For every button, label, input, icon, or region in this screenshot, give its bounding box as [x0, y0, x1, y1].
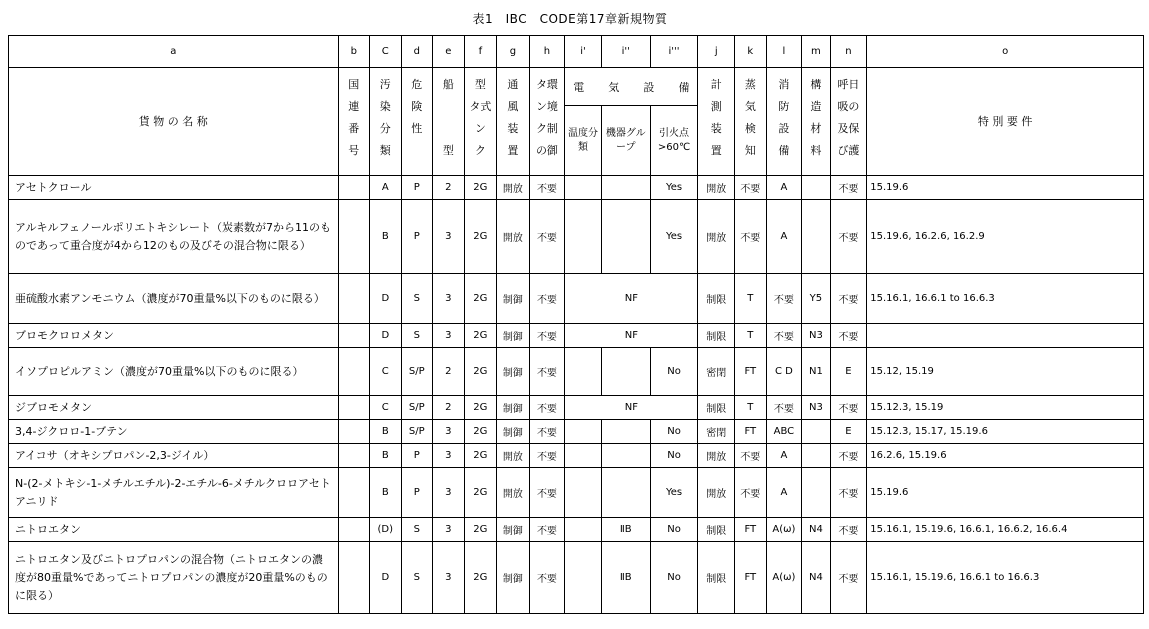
- cell-g: 開放: [497, 200, 530, 274]
- cell-b: [338, 444, 370, 468]
- cell-f: 2G: [464, 396, 497, 420]
- cell-temperature-class: [565, 518, 602, 542]
- col-letter: C: [370, 36, 402, 68]
- cell-n: 不要: [830, 444, 867, 468]
- special-requirements-cell: 16.2.6, 15.19.6: [867, 444, 1144, 468]
- cell-k: FT: [735, 542, 767, 614]
- cell-l: A(ω): [766, 518, 802, 542]
- cell-m: N3: [802, 324, 830, 348]
- cell-c: B: [370, 444, 402, 468]
- cell-f: 2G: [464, 420, 497, 444]
- cell-e: 2: [433, 176, 465, 200]
- cell-n: 不要: [830, 176, 867, 200]
- cell-h: 不要: [529, 348, 565, 396]
- header-tank-environment: タ環 ン境 ク制 の御: [529, 68, 565, 176]
- col-letter: e: [433, 36, 465, 68]
- cell-c: A: [370, 176, 402, 200]
- col-letter: i'': [601, 36, 650, 68]
- cell-b: [338, 274, 370, 324]
- cell-e: 2: [433, 348, 465, 396]
- cell-j: 制限: [698, 274, 735, 324]
- cell-j: 制限: [698, 518, 735, 542]
- cell-apparatus-group: [601, 468, 650, 518]
- cell-c: B: [370, 420, 402, 444]
- special-requirements-cell: 15.16.1, 15.19.6, 16.6.1 to 16.6.3: [867, 542, 1144, 614]
- cell-n: 不要: [830, 518, 867, 542]
- col-letter: b: [338, 36, 370, 68]
- cell-g: 制御: [497, 348, 530, 396]
- col-letter: l: [766, 36, 802, 68]
- cell-e: 3: [433, 324, 465, 348]
- header-temperature-class: 温度分類: [565, 106, 602, 176]
- table-row: [9, 420, 1144, 444]
- cell-apparatus-group: [601, 444, 650, 468]
- cell-n: E: [830, 348, 867, 396]
- cargo-name-cell: ニトロエタン: [9, 518, 339, 542]
- cell-k: T: [735, 324, 767, 348]
- col-letter: g: [497, 36, 530, 68]
- cell-f: 2G: [464, 542, 497, 614]
- header-fire-protection: 消 防 設 備: [766, 68, 802, 176]
- cell-k: FT: [735, 518, 767, 542]
- cell-temperature-class: [565, 444, 602, 468]
- col-letter: h: [529, 36, 565, 68]
- col-letter: j: [698, 36, 735, 68]
- cell-flashpoint: Yes: [650, 176, 698, 200]
- header-row-1: [9, 68, 1144, 106]
- cell-n: E: [830, 420, 867, 444]
- cargo-name-cell: 3,4-ジクロロ-1-ブテン: [9, 420, 339, 444]
- cell-apparatus-group: [601, 176, 650, 200]
- cell-m: [802, 444, 830, 468]
- column-letter-row: [9, 36, 1144, 68]
- cell-l: 不要: [766, 324, 802, 348]
- header-pollution-category: 汚 染 分 類: [370, 68, 402, 176]
- table-row: [9, 348, 1144, 396]
- header-materials: 構 造 材 料: [802, 68, 830, 176]
- cell-apparatus-group: ⅡB: [601, 542, 650, 614]
- cell-h: 不要: [529, 200, 565, 274]
- col-letter: i': [565, 36, 602, 68]
- cell-e: 3: [433, 468, 465, 518]
- header-hazards: 危 険 性: [401, 68, 433, 176]
- col-letter: k: [735, 36, 767, 68]
- cell-b: [338, 420, 370, 444]
- cell-j: 密閉: [698, 348, 735, 396]
- col-letter: d: [401, 36, 433, 68]
- cell-electrical-merged: NF: [565, 396, 698, 420]
- table-row: [9, 176, 1144, 200]
- header-ship-type: 船 型: [433, 68, 465, 176]
- special-requirements-cell: 15.19.6: [867, 176, 1144, 200]
- cell-n: 不要: [830, 274, 867, 324]
- cell-d: P: [401, 176, 433, 200]
- cell-k: 不要: [735, 176, 767, 200]
- cell-temperature-class: [565, 420, 602, 444]
- table-title: 表1 IBC CODE第17章新規物質: [472, 12, 668, 26]
- cell-j: 開放: [698, 200, 735, 274]
- cell-f: 2G: [464, 324, 497, 348]
- cell-n: 不要: [830, 542, 867, 614]
- col-letter: o: [867, 36, 1144, 68]
- cell-e: 3: [433, 420, 465, 444]
- cell-b: [338, 200, 370, 274]
- cell-b: [338, 176, 370, 200]
- cell-apparatus-group: [601, 348, 650, 396]
- cell-e: 3: [433, 542, 465, 614]
- cell-f: 2G: [464, 176, 497, 200]
- cell-h: 不要: [529, 468, 565, 518]
- cargo-name-cell: イソプロピルアミン（濃度が70重量%以下のものに限る）: [9, 348, 339, 396]
- special-requirements-cell: 15.12.3, 15.17, 15.19.6: [867, 420, 1144, 444]
- cell-d: S: [401, 324, 433, 348]
- cell-l: A: [766, 176, 802, 200]
- cell-l: 不要: [766, 274, 802, 324]
- cell-c: (D): [370, 518, 402, 542]
- cell-c: D: [370, 324, 402, 348]
- cell-m: [802, 468, 830, 518]
- cell-c: C: [370, 348, 402, 396]
- special-requirements-cell: 15.12, 15.19: [867, 348, 1144, 396]
- cell-g: 開放: [497, 468, 530, 518]
- cell-m: [802, 420, 830, 444]
- cargo-name-cell: ブロモクロロメタン: [9, 324, 339, 348]
- table-row: [9, 396, 1144, 420]
- cell-flashpoint: No: [650, 542, 698, 614]
- cell-g: 制御: [497, 396, 530, 420]
- ibc-code-table: [8, 35, 1144, 614]
- cell-j: 制限: [698, 396, 735, 420]
- cell-f: 2G: [464, 274, 497, 324]
- cell-m: N4: [802, 542, 830, 614]
- cell-h: 不要: [529, 396, 565, 420]
- cell-d: S: [401, 542, 433, 614]
- cell-l: 不要: [766, 396, 802, 420]
- cell-electrical-merged: NF: [565, 274, 698, 324]
- cell-j: 制限: [698, 542, 735, 614]
- cargo-name-cell: アルキルフェノールポリエトキシレート（炭素数が7から11のものであって重合度が4から12のもの及びその混合物に限る）: [9, 200, 339, 274]
- special-requirements-cell: 15.19.6: [867, 468, 1144, 518]
- cell-e: 3: [433, 444, 465, 468]
- header-special-requirements: 特 別 要 件: [867, 68, 1144, 176]
- table-row: [9, 518, 1144, 542]
- header-apparatus-group: 機器グループ: [601, 106, 650, 176]
- header-tank-type: 型 タ式 ン ク: [464, 68, 497, 176]
- cell-l: ABC: [766, 420, 802, 444]
- col-letter: a: [9, 36, 339, 68]
- cell-j: 開放: [698, 176, 735, 200]
- cell-apparatus-group: ⅡB: [601, 518, 650, 542]
- cell-temperature-class: [565, 468, 602, 518]
- cell-flashpoint: No: [650, 518, 698, 542]
- cell-g: 開放: [497, 444, 530, 468]
- cell-k: T: [735, 274, 767, 324]
- cell-j: 開放: [698, 468, 735, 518]
- cell-b: [338, 518, 370, 542]
- cell-j: 開放: [698, 444, 735, 468]
- cell-h: 不要: [529, 274, 565, 324]
- cell-l: C D: [766, 348, 802, 396]
- cell-b: [338, 396, 370, 420]
- cell-d: S: [401, 274, 433, 324]
- cell-temperature-class: [565, 348, 602, 396]
- cell-c: D: [370, 274, 402, 324]
- col-letter: f: [464, 36, 497, 68]
- header-flashpoint: 引火点>60℃: [650, 106, 698, 176]
- header-tank-vents: 通 風 装 置: [497, 68, 530, 176]
- cell-g: 制御: [497, 274, 530, 324]
- cell-flashpoint: Yes: [650, 468, 698, 518]
- cell-temperature-class: [565, 176, 602, 200]
- table-row: [9, 324, 1144, 348]
- cell-apparatus-group: [601, 200, 650, 274]
- cell-k: FT: [735, 420, 767, 444]
- cell-d: S/P: [401, 420, 433, 444]
- cargo-name-cell: ジブロモメタン: [9, 396, 339, 420]
- cell-g: 制御: [497, 324, 530, 348]
- cell-b: [338, 324, 370, 348]
- cell-l: A: [766, 200, 802, 274]
- cell-m: N3: [802, 396, 830, 420]
- cargo-name-cell: N-(2-メトキシ-1-メチルエチル)-2-エチル-6-メチルクロロアセトアニリド: [9, 468, 339, 518]
- cell-g: 開放: [497, 176, 530, 200]
- cell-d: S/P: [401, 396, 433, 420]
- cell-n: 不要: [830, 396, 867, 420]
- cell-d: S: [401, 518, 433, 542]
- cell-m: N4: [802, 518, 830, 542]
- cell-m: [802, 176, 830, 200]
- cell-m: N1: [802, 348, 830, 396]
- cell-e: 2: [433, 396, 465, 420]
- cell-b: [338, 348, 370, 396]
- cell-c: B: [370, 468, 402, 518]
- special-requirements-cell: 15.16.1, 16.6.1 to 16.6.3: [867, 274, 1144, 324]
- cell-h: 不要: [529, 176, 565, 200]
- cell-l: A(ω): [766, 542, 802, 614]
- cell-flashpoint: No: [650, 348, 698, 396]
- special-requirements-cell: 15.12.3, 15.19: [867, 396, 1144, 420]
- table-row: [9, 444, 1144, 468]
- cell-temperature-class: [565, 542, 602, 614]
- cell-d: P: [401, 444, 433, 468]
- special-requirements-cell: 15.16.1, 15.19.6, 16.6.1, 16.6.2, 16.6.4: [867, 518, 1144, 542]
- cell-c: D: [370, 542, 402, 614]
- cell-b: [338, 468, 370, 518]
- cell-g: 制御: [497, 542, 530, 614]
- cell-f: 2G: [464, 518, 497, 542]
- cell-h: 不要: [529, 518, 565, 542]
- cell-e: 3: [433, 518, 465, 542]
- header-cargo-name: 貨 物 の 名 称: [9, 68, 339, 176]
- cell-b: [338, 542, 370, 614]
- cell-m: Y5: [802, 274, 830, 324]
- cell-g: 制御: [497, 518, 530, 542]
- cell-k: 不要: [735, 468, 767, 518]
- cell-d: P: [401, 200, 433, 274]
- cell-electrical-merged: NF: [565, 324, 698, 348]
- cell-n: 不要: [830, 468, 867, 518]
- cargo-name-cell: 亜硫酸水素アンモニウム（濃度が70重量%以下のものに限る）: [9, 274, 339, 324]
- header-gauging: 計 測 装 置: [698, 68, 735, 176]
- cell-apparatus-group: [601, 420, 650, 444]
- table-row: [9, 542, 1144, 614]
- header-un-number: 国 連 番 号: [338, 68, 370, 176]
- cell-l: A: [766, 444, 802, 468]
- cell-k: 不要: [735, 200, 767, 274]
- cell-n: 不要: [830, 200, 867, 274]
- cell-temperature-class: [565, 200, 602, 274]
- col-letter: m: [802, 36, 830, 68]
- cell-f: 2G: [464, 348, 497, 396]
- cell-h: 不要: [529, 420, 565, 444]
- cell-e: 3: [433, 274, 465, 324]
- cell-e: 3: [433, 200, 465, 274]
- cell-g: 制御: [497, 420, 530, 444]
- cell-f: 2G: [464, 200, 497, 274]
- table-row: [9, 468, 1144, 518]
- cell-d: P: [401, 468, 433, 518]
- col-letter: i''': [650, 36, 698, 68]
- header-electrical-equipment: 電 気 設 備: [565, 68, 698, 106]
- cell-k: 不要: [735, 444, 767, 468]
- special-requirements-cell: 15.19.6, 16.2.6, 16.2.9: [867, 200, 1144, 274]
- table-row: [9, 274, 1144, 324]
- cell-m: [802, 200, 830, 274]
- special-requirements-cell: [867, 324, 1144, 348]
- header-respiratory-protection: 呼日 吸の 及保 び護: [830, 68, 867, 176]
- cell-h: 不要: [529, 542, 565, 614]
- header-vapour-detection: 蒸 気 検 知: [735, 68, 767, 176]
- cell-l: A: [766, 468, 802, 518]
- col-letter: n: [830, 36, 867, 68]
- cell-f: 2G: [464, 468, 497, 518]
- cell-j: 制限: [698, 324, 735, 348]
- cargo-name-cell: ニトロエタン及びニトロプロパンの混合物（ニトロエタンの濃度が80重量%であってニトロプロパンの濃度が20重量%のものに限る）: [9, 542, 339, 614]
- cell-flashpoint: No: [650, 420, 698, 444]
- cell-n: 不要: [830, 324, 867, 348]
- table-row: [9, 200, 1144, 274]
- cargo-name-cell: アセトクロール: [9, 176, 339, 200]
- cell-j: 密閉: [698, 420, 735, 444]
- cell-c: C: [370, 396, 402, 420]
- cell-f: 2G: [464, 444, 497, 468]
- cell-d: S/P: [401, 348, 433, 396]
- cargo-name-cell: アイコサ（オキシプロパン-2,3-ジイル）: [9, 444, 339, 468]
- cell-h: 不要: [529, 324, 565, 348]
- cell-flashpoint: Yes: [650, 200, 698, 274]
- cell-c: B: [370, 200, 402, 274]
- cell-h: 不要: [529, 444, 565, 468]
- cell-k: T: [735, 396, 767, 420]
- cell-k: FT: [735, 348, 767, 396]
- cell-flashpoint: No: [650, 444, 698, 468]
